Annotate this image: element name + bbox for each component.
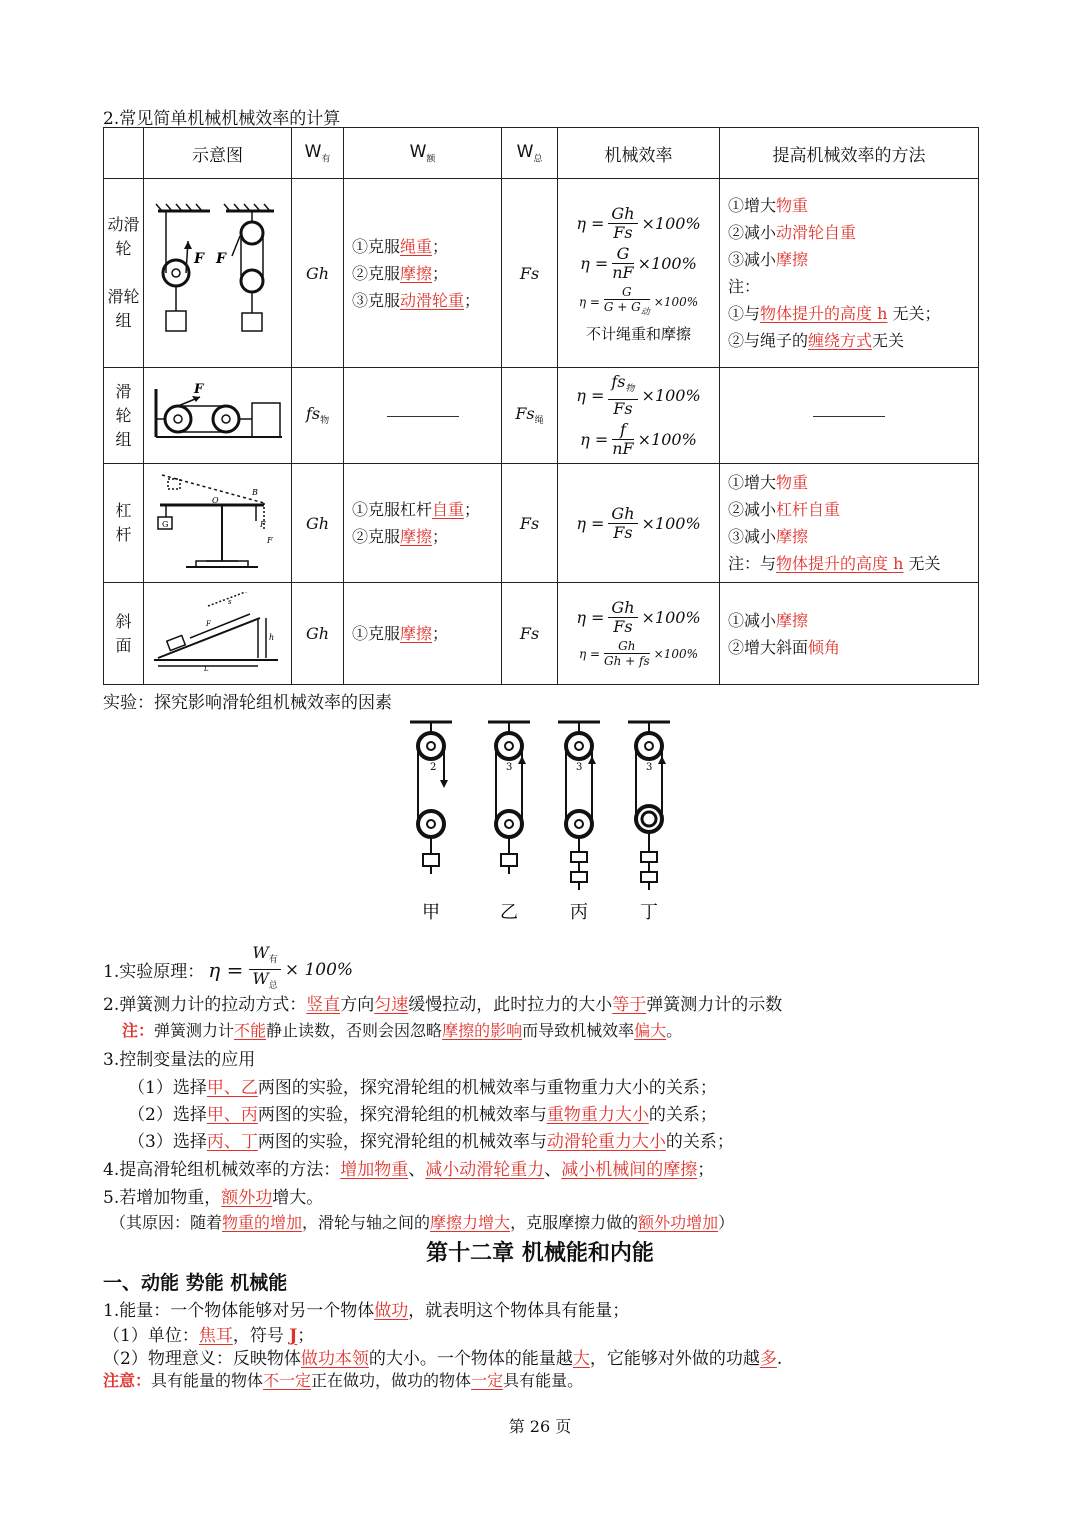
table-row-lever bbox=[104, 464, 979, 583]
pulley-experiment-figure bbox=[400, 716, 690, 926]
experiment-note: 注：弹簧测力计不能静止读数，否则会因忽略摩擦的影响而导致机械效率偏大。 bbox=[122, 1021, 683, 1040]
pulley-diagram bbox=[144, 179, 292, 368]
methods-cell bbox=[720, 583, 979, 685]
extra-item: ①克服摩擦； bbox=[352, 624, 449, 643]
energy-definition: 1.能量：一个物体能够对另一个物体做功，就表明这个物体具有能量； bbox=[103, 1301, 630, 1321]
formula: η = $\frac{G}{G + G_动}$ ×100% bbox=[578, 285, 699, 318]
w-total-cell: Fs bbox=[502, 464, 558, 583]
formula: η = $\frac{f}{nF}$ ×100% bbox=[580, 419, 697, 458]
label-3: 3 bbox=[506, 762, 513, 773]
dash-line bbox=[813, 416, 885, 417]
w-useful-cell: Gh bbox=[292, 583, 344, 685]
efficiency-table bbox=[103, 127, 979, 685]
row-name: 斜 面 bbox=[104, 583, 144, 685]
row-name: 杠 杆 bbox=[104, 464, 144, 583]
horizontal-pulley-svg bbox=[148, 379, 288, 449]
w-useful-cell: Gh bbox=[292, 179, 344, 368]
pulley-set-ding bbox=[628, 722, 670, 890]
chapter-title: 第十二章 机械能和内能 bbox=[426, 1241, 654, 1266]
label-f: F bbox=[193, 251, 204, 267]
method-item: ③减小摩擦 bbox=[728, 250, 809, 269]
method-note: ①与物体提升的高度 h 无关； bbox=[728, 304, 941, 323]
method-item: ①增大物重 bbox=[728, 473, 809, 492]
incline-diagram bbox=[144, 583, 292, 685]
w-total-cell: $Fs_绳$ bbox=[502, 368, 558, 464]
label-l: L bbox=[203, 664, 209, 672]
efficiency-cell bbox=[558, 464, 720, 583]
extra-item: ①克服杠杆自重； bbox=[352, 500, 481, 519]
row-name: 动滑轮 滑轮组 bbox=[104, 179, 144, 368]
figure-label-jia: 甲 bbox=[422, 902, 440, 923]
label-f2: F bbox=[266, 536, 273, 545]
extra-item: ①克服绳重； bbox=[352, 236, 449, 256]
energy-meaning: （2）物理意义：反映物体做功本领的大小。一个物体的能量越大，它能够对外做的功越多. bbox=[103, 1349, 783, 1369]
formula: η = $\frac{Gh}{Gh + fs}$ ×100% bbox=[578, 639, 699, 668]
w-total-cell: Fs bbox=[502, 583, 558, 685]
label-b: B bbox=[251, 488, 258, 497]
header-diagram: 示意图 bbox=[144, 128, 292, 179]
extra-item: ②克服摩擦； bbox=[352, 263, 449, 283]
method-item: ③减小摩擦 bbox=[728, 527, 809, 546]
table-row-incline bbox=[104, 583, 979, 685]
label-3b: 3 bbox=[576, 762, 583, 773]
table-row-horizontal bbox=[104, 368, 979, 464]
formula: η = $\frac{G}{nF}$ ×100% bbox=[580, 244, 697, 283]
experiment-item-5: 5.若增加物重，额外功增大。 bbox=[103, 1188, 324, 1208]
principle-line: 1.实验原理： η = $\frac{W_有}{W_总}$ × 100% bbox=[103, 943, 354, 992]
header-blank bbox=[104, 128, 144, 179]
method-item: ①增大物重 bbox=[728, 196, 809, 215]
extra-item: ②克服摩擦； bbox=[352, 527, 449, 546]
figure-label-bing: 丙 bbox=[570, 902, 588, 923]
label-g: G bbox=[161, 520, 168, 529]
table-header-row bbox=[104, 128, 979, 179]
experiment-item-4: 4.提高滑轮组机械效率的方法：增加物重、减小动滑轮重力、减小机械间的摩擦； bbox=[103, 1160, 715, 1180]
experiment-item-2: 2.弹簧测力计的拉动方式：竖直方向匀速缓慢拉动，此时拉力的大小等于弹簧测力计的示数 bbox=[103, 995, 783, 1015]
w-extra-cell bbox=[344, 179, 502, 368]
formula: η = $\frac{Gh}{Fs}$ ×100% bbox=[576, 204, 701, 243]
pulley-set-jia bbox=[410, 722, 452, 874]
header-w-total: $W_总$ bbox=[502, 128, 558, 179]
efficiency-cell bbox=[558, 583, 720, 685]
experiment-title: 实验：探究影响滑轮组机械效率的因素 bbox=[103, 693, 392, 713]
experiment-sub-1: （1）选择甲、乙两图的实验，探究滑轮组的机械效率与重物重力大小的关系； bbox=[128, 1078, 717, 1098]
horizontal-diagram bbox=[144, 368, 292, 464]
energy-note: 注意：具有能量的物体不一定正在做功，做功的物体一定具有能量。 bbox=[103, 1371, 584, 1390]
experiment-sub-3: （3）选择丙、丁两图的实验，探究滑轮组的机械效率与动滑轮重力大小的关系； bbox=[128, 1132, 734, 1152]
experiment-item-3: 3.控制变量法的应用 bbox=[103, 1050, 256, 1070]
pulley-set-yi bbox=[488, 722, 530, 874]
pulley-diagram-svg bbox=[148, 201, 288, 341]
extra-item: ③克服动滑轮重； bbox=[352, 290, 481, 310]
label-f: F bbox=[259, 520, 266, 529]
method-note-label: 注： bbox=[728, 277, 761, 296]
header-efficiency: 机械效率 bbox=[558, 128, 720, 179]
w-extra-cell bbox=[344, 464, 502, 583]
formula: η = $\frac{fs_物}{Fs}$ ×100% bbox=[576, 372, 701, 418]
lever-svg bbox=[148, 465, 288, 577]
efficiency-cell bbox=[558, 368, 720, 464]
figure-label-yi: 乙 bbox=[500, 902, 518, 923]
formula: η = $\frac{Gh}{Fs}$ ×100% bbox=[576, 503, 701, 542]
methods-cell bbox=[720, 464, 979, 583]
table-row-pulley bbox=[104, 179, 979, 368]
methods-cell bbox=[720, 368, 979, 464]
incline-svg bbox=[148, 592, 288, 672]
methods-cell bbox=[720, 179, 979, 368]
label-s: s bbox=[227, 597, 232, 606]
header-methods: 提高机械效率的方法 bbox=[720, 128, 979, 179]
formula: η = $\frac{Gh}{Fs}$ ×100% bbox=[576, 598, 701, 636]
experiment-reason: （其原因：随着物重的增加，滑轮与轴之间的摩擦力增大，克服摩擦力做的额外功增加） bbox=[110, 1213, 735, 1232]
method-note: ②与绳子的缠绕方式无关 bbox=[728, 331, 905, 350]
method-item: ①减小摩擦 bbox=[728, 610, 809, 630]
w-total-cell: Fs bbox=[502, 179, 558, 368]
experiment-sub-2: （2）选择甲、丙两图的实验，探究滑轮组的机械效率与重物重力大小的关系； bbox=[128, 1105, 717, 1125]
w-useful-cell: Gh bbox=[292, 464, 344, 583]
method-item: ②减小动滑轮自重 bbox=[728, 223, 857, 242]
method-item: ②增大斜面倾角 bbox=[728, 637, 841, 657]
pulley-set-bing bbox=[558, 722, 600, 890]
row-name: 滑 轮 组 bbox=[104, 368, 144, 464]
w-extra-cell bbox=[344, 368, 502, 464]
w-useful-cell: $fs_物$ bbox=[292, 368, 344, 464]
method-note: 注：与物体提升的高度 h 无关 bbox=[728, 554, 941, 573]
formula-note: 不计绳重和摩擦 bbox=[585, 324, 691, 343]
page-number: 第 26 页 bbox=[508, 1417, 572, 1436]
energy-unit: （1）单位：焦耳，符号 J； bbox=[103, 1326, 315, 1346]
label-3c: 3 bbox=[646, 762, 653, 773]
figure-label-ding: 丁 bbox=[640, 902, 658, 923]
header-w-extra: $W_额$ bbox=[344, 128, 502, 179]
label-f: F bbox=[205, 619, 211, 628]
section-title: 一、动能 势能 机械能 bbox=[103, 1272, 288, 1294]
w-extra-cell bbox=[344, 583, 502, 685]
label-h: h bbox=[268, 632, 274, 642]
label-2: 2 bbox=[430, 762, 437, 773]
label-o: O bbox=[211, 496, 219, 505]
lever-diagram bbox=[144, 464, 292, 583]
section-heading: 2.常见简单机械机械效率的计算 bbox=[103, 109, 341, 129]
efficiency-cell bbox=[558, 179, 720, 368]
label-f: F bbox=[193, 381, 203, 397]
header-w-useful: $W_有$ bbox=[292, 128, 344, 179]
method-item: ②减小杠杆自重 bbox=[728, 500, 841, 519]
dash-line bbox=[387, 416, 459, 417]
label-f2: F bbox=[215, 251, 226, 267]
